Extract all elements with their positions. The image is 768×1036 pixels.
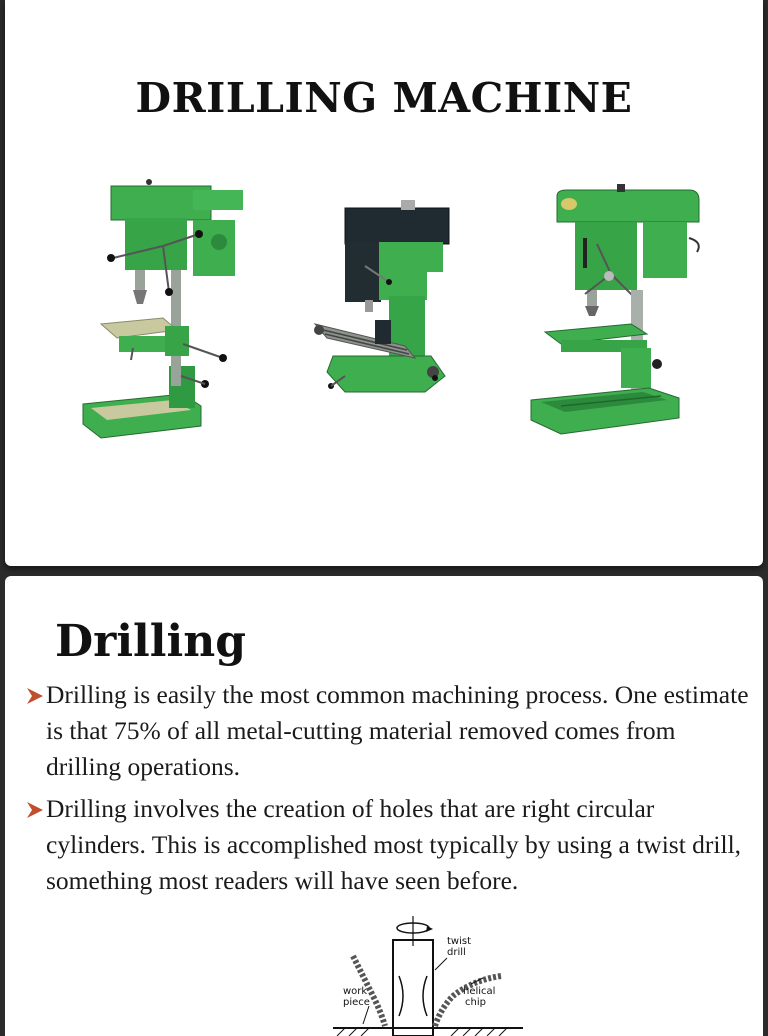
slide-drilling-machine xyxy=(5,0,763,566)
slide-title: DRILLING MACHINE xyxy=(135,74,633,122)
work-label: work xyxy=(343,986,368,997)
arrowhead-bullet-icon xyxy=(25,686,45,706)
bullet-list xyxy=(25,677,755,905)
slide-drilling xyxy=(5,576,763,1036)
pillar-drill-machine-image xyxy=(73,176,243,446)
bullet-item xyxy=(25,791,755,899)
slide-title: Drilling xyxy=(55,616,246,667)
bullet-item xyxy=(25,677,755,785)
bullet-text: Drilling involves the creation of holes that are right circular cylinders. This is accomplished most typically by using a twist drill, something most readers will have seen before. xyxy=(46,794,742,895)
chip-label: chip xyxy=(465,997,486,1008)
helical-label: helical xyxy=(463,986,496,997)
piece-label: piece xyxy=(343,997,370,1008)
mill-drill-machine-image xyxy=(305,196,455,402)
bullet-text: Drilling is easily the most common machining process. One estimate is that 75% of all metal-cutting material removed comes from drilling operations. xyxy=(46,680,749,781)
twist-drill-diagram xyxy=(323,916,523,1036)
pedestal-drill-machine-image xyxy=(521,182,711,438)
drill-label: drill xyxy=(447,947,466,958)
arrowhead-bullet-icon xyxy=(25,800,45,820)
twist-label: twist xyxy=(447,936,472,947)
